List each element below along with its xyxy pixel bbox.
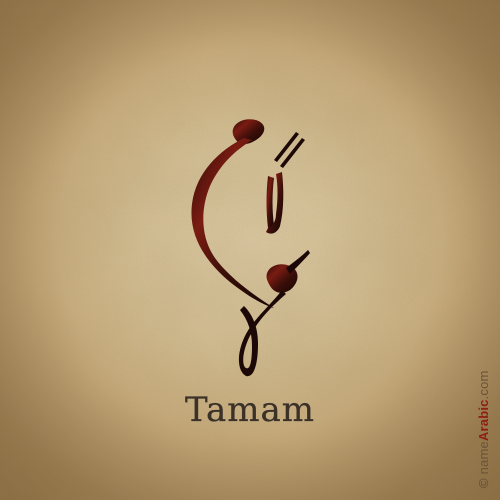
latin-name-label: Tamam — [184, 390, 316, 430]
calligraphy-stroke-vertical-1 — [267, 176, 275, 228]
watermark-brand: Arabic — [476, 399, 491, 442]
calligraphy-stroke-upper-tail — [286, 250, 310, 274]
calligraphy-stroke-main-curve — [191, 138, 274, 308]
watermark-prefix: name — [476, 441, 491, 475]
watermark-suffix: .com — [476, 370, 491, 400]
copyright-symbol: © — [476, 474, 491, 488]
site-watermark — [476, 370, 491, 488]
